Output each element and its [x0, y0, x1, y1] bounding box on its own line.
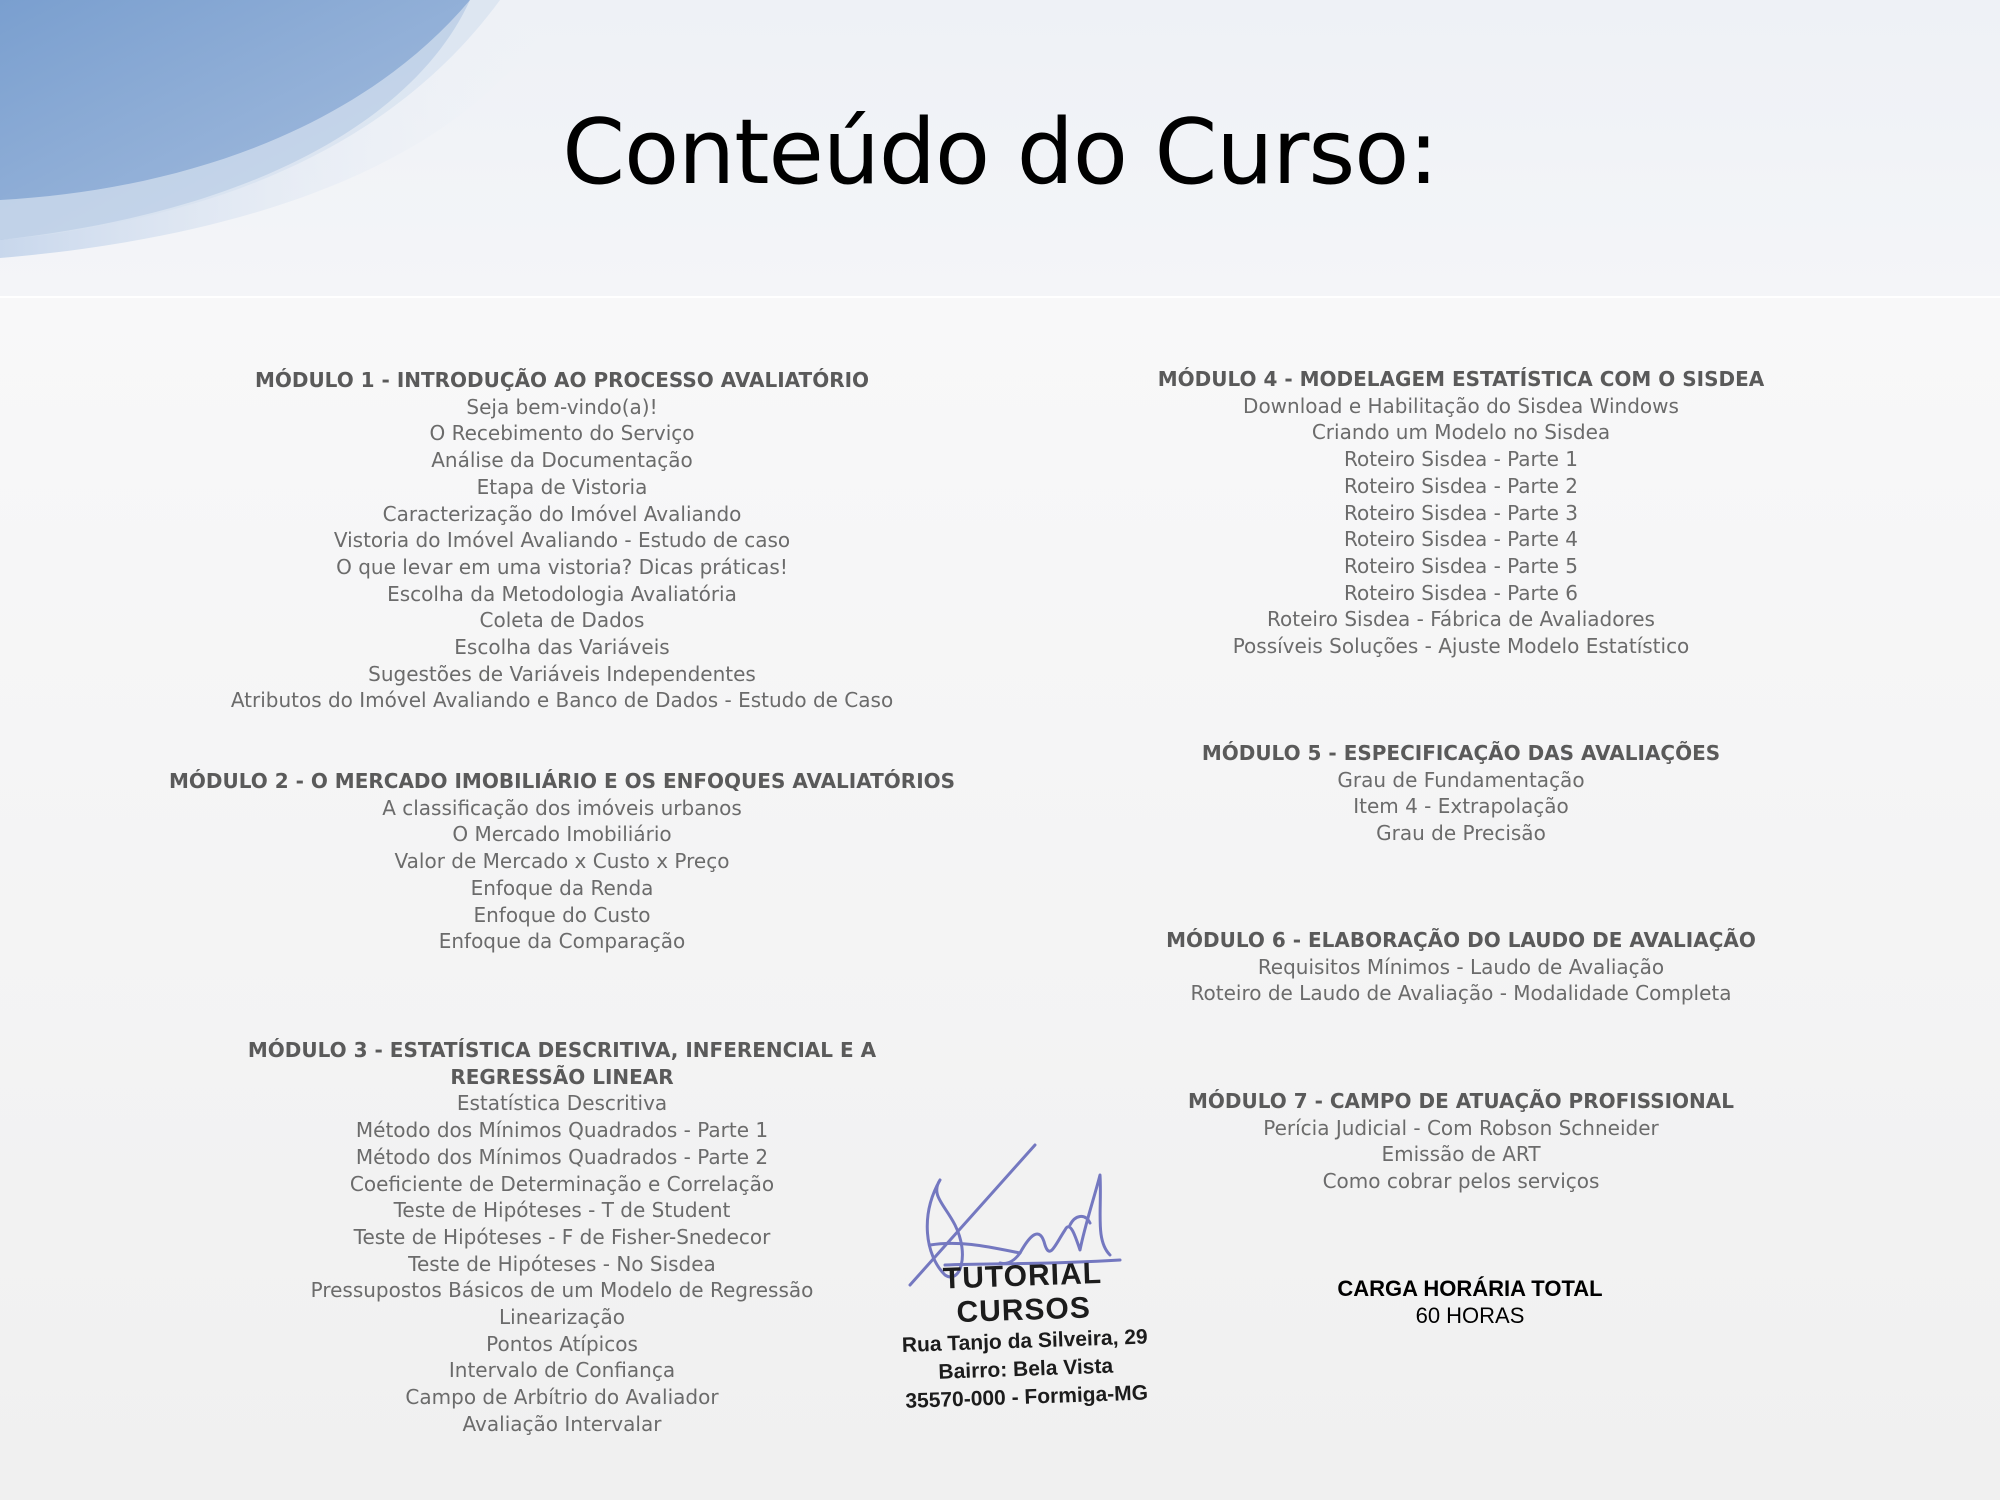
module-item: Teste de Hipóteses - F de Fisher-Snedecor	[353, 1224, 771, 1249]
module-item: A classificação dos imóveis urbanos	[382, 795, 742, 820]
module-item: Estatística Descritiva	[456, 1091, 668, 1116]
module-item: Atributos do Imóvel Avaliando e Banco de Dados - Estudo de Caso	[230, 688, 894, 713]
stamp-address: Rua Tanjo da Silveira, 29	[901, 1325, 1149, 1357]
module-item: Enfoque do Custo	[473, 902, 651, 927]
module-item: Roteiro Sisdea - Parte 5	[1343, 553, 1579, 578]
module-5	[1100, 740, 1822, 847]
workload-title: CARGA HORÁRIA TOTAL	[1337, 1276, 1603, 1301]
module-item: Roteiro Sisdea - Parte 3	[1343, 500, 1579, 525]
module-item: Valor de Mercado x Custo x Preço	[394, 849, 730, 874]
module-item: Como cobrar pelos serviços	[1322, 1169, 1600, 1194]
module-item: Teste de Hipóteses - T de Student	[393, 1198, 731, 1223]
module-3	[160, 1037, 964, 1438]
module-item: Análise da Documentação	[431, 448, 693, 473]
module-title: MÓDULO 7 - CAMPO DE ATUAÇÃO PROFISSIONAL	[1187, 1089, 1735, 1113]
module-item: Sugestões de Variáveis Independentes	[368, 661, 756, 686]
module-item: Item 4 - Extrapolação	[1353, 794, 1569, 819]
module-item: Pressupostos Básicos de um Modelo de Regressão	[310, 1278, 814, 1303]
stamp-zip: 35570-000 - Formiga-MG	[904, 1381, 1149, 1413]
module-item: O Mercado Imobiliário	[452, 822, 672, 847]
module-item: Criando um Modelo no Sisdea	[1311, 420, 1611, 445]
module-1	[160, 367, 964, 714]
module-item: Método dos Mínimos Quadrados - Parte 1	[355, 1118, 769, 1143]
module-item: Grau de Fundamentação	[1337, 767, 1585, 792]
module-item: Coeficiente de Determinação e Correlação	[349, 1171, 775, 1196]
module-title: MÓDULO 2 - O MERCADO IMOBILIÁRIO E OS ENFOQUES AVALIATÓRIOS	[168, 769, 956, 793]
module-item: Linearização	[499, 1305, 625, 1330]
module-item: Seja bem-vindo(a)!	[466, 394, 658, 419]
module-item: Teste de Hipóteses - No Sisdea	[408, 1251, 716, 1276]
module-item: Roteiro Sisdea - Parte 6	[1343, 580, 1579, 605]
module-item: Escolha das Variáveis	[454, 635, 670, 660]
stamp-company: TUTORIAL CURSOS	[942, 1256, 1103, 1330]
module-item: Perícia Judicial - Com Robson Schneider	[1263, 1115, 1659, 1140]
company-stamp	[872, 1255, 1177, 1417]
module-item: Emissão de ART	[1381, 1142, 1541, 1167]
workload-value: 60 HORAS	[1415, 1303, 1525, 1328]
module-item: O que levar em uma vistoria? Dicas práticas!	[336, 554, 788, 579]
stamp-district: Bairro: Bela Vista	[938, 1354, 1114, 1384]
module-item: Enfoque da Comparação	[438, 929, 686, 954]
module-item: Download e Habilitação do Sisdea Windows	[1243, 393, 1679, 418]
module-item: Campo de Arbítrio do Avaliador	[405, 1385, 719, 1410]
module-item: Pontos Atípicos	[486, 1331, 638, 1356]
module-item: Intervalo de Confiança	[448, 1358, 676, 1383]
module-title: MÓDULO 4 - MODELAGEM ESTATÍSTICA COM O SISDEA	[1157, 367, 1765, 391]
module-item: Método dos Mínimos Quadrados - Parte 2	[355, 1144, 769, 1169]
module-item: Vistoria do Imóvel Avaliando - Estudo de caso	[333, 528, 791, 553]
module-6	[1100, 927, 1822, 1007]
module-item: Etapa de Vistoria	[476, 474, 648, 499]
module-item: Grau de Precisão	[1376, 821, 1546, 846]
module-item: Roteiro Sisdea - Parte 4	[1343, 527, 1579, 552]
module-title: MÓDULO 6 - ELABORAÇÃO DO LAUDO DE AVALIAÇÃO	[1166, 928, 1756, 952]
module-2	[160, 768, 964, 955]
module-title: MÓDULO 5 - ESPECIFICAÇÃO DAS AVALIAÇÕES	[1201, 741, 1721, 765]
module-item: Roteiro Sisdea - Fábrica de Avaliadores	[1267, 607, 1655, 632]
module-item: Caracterização do Imóvel Avaliando	[382, 501, 742, 526]
module-item: Possíveis Soluções - Ajuste Modelo Estatístico	[1232, 634, 1690, 659]
module-item: Roteiro Sisdea - Parte 1	[1343, 447, 1579, 472]
module-7	[1100, 1088, 1822, 1195]
total-workload	[1270, 1275, 1670, 1329]
slide-header	[0, 0, 2000, 298]
module-item: Escolha da Metodologia Avaliatória	[387, 581, 737, 606]
page-title: Conteúdo do Curso:	[562, 100, 1438, 205]
module-title: MÓDULO 3 - ESTATÍSTICA DESCRITIVA, INFERENCIAL E A REGRESSÃO LINEAR	[247, 1038, 877, 1089]
module-item: Coleta de Dados	[479, 608, 645, 633]
module-item: Requisitos Mínimos - Laudo de Avaliação	[1257, 954, 1665, 979]
module-item: Roteiro de Laudo de Avaliação - Modalidade Completa	[1190, 981, 1732, 1006]
module-item: Enfoque da Renda	[470, 875, 654, 900]
module-item: Avaliação Intervalar	[462, 1411, 662, 1436]
module-item: O Recebimento do Serviço	[429, 421, 695, 446]
module-4	[1100, 366, 1822, 660]
module-item: Roteiro Sisdea - Parte 2	[1343, 473, 1579, 498]
module-title: MÓDULO 1 - INTRODUÇÃO AO PROCESSO AVALIATÓRIO	[254, 368, 870, 392]
